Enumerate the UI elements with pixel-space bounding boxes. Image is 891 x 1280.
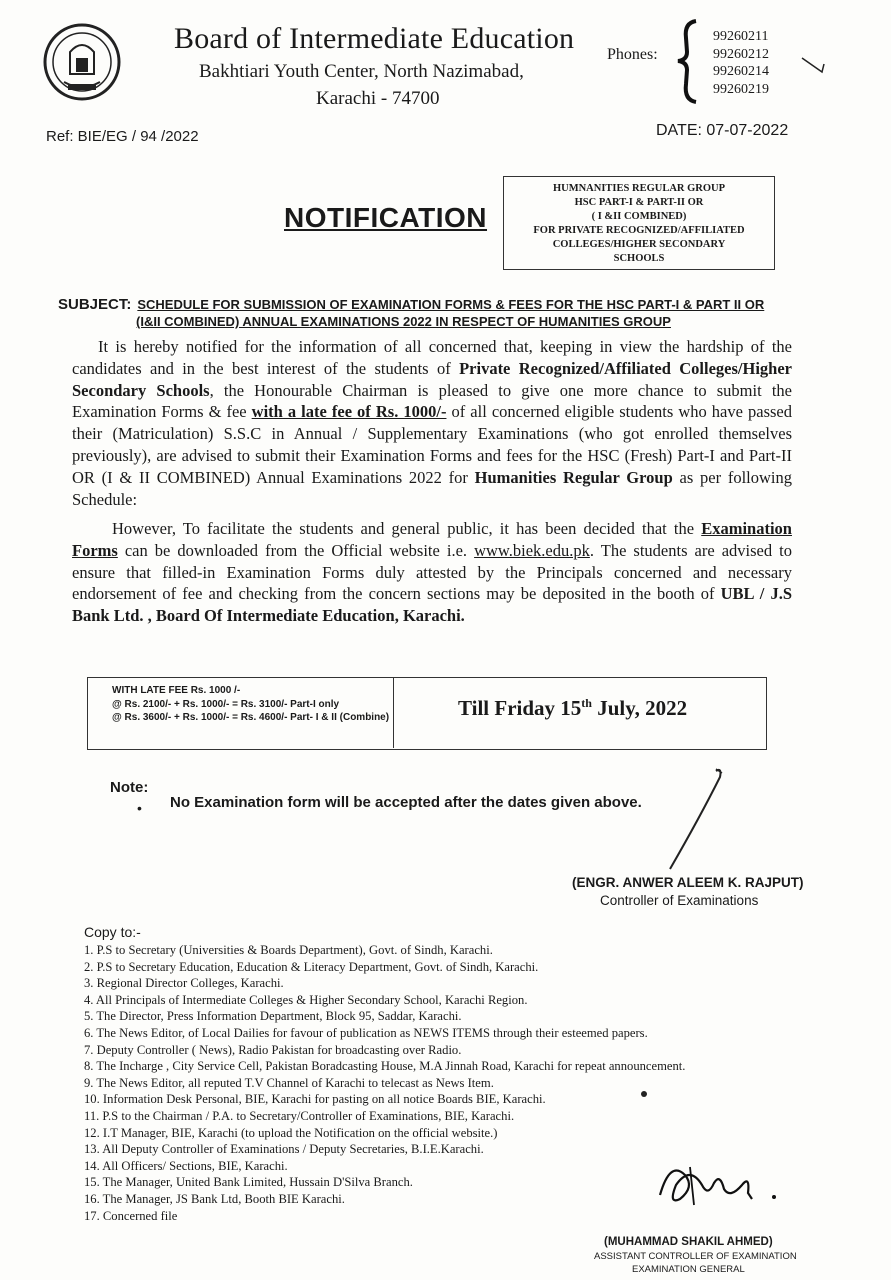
list-item: 11. P.S to the Chairman / P.A. to Secretary/Controller of Examinations, BIE, Karachi. bbox=[84, 1108, 515, 1123]
subject-line-1: SCHEDULE FOR SUBMISSION OF EXAMINATION FORMS & FEES FOR THE HSC PART-I & PART II OR bbox=[137, 297, 765, 312]
note-text: No Examination form will be accepted after the dates given above. bbox=[170, 794, 642, 811]
list-item: 12. I.T Manager, BIE, Karachi (to upload the Notification on the official website.) bbox=[84, 1125, 498, 1140]
address-line-1: Bakhtiari Youth Center, North Nazimabad, bbox=[199, 61, 524, 82]
website-link[interactable]: www.biek.edu.pk bbox=[474, 540, 590, 560]
phone-numbers bbox=[713, 28, 769, 98]
group-box-line: COLLEGES/HIGHER SECONDARY bbox=[552, 239, 726, 250]
phone-number: 99260219 bbox=[713, 81, 769, 97]
assistant-controller-title: ASSISTANT CONTROLLER OF EXAMINATION bbox=[594, 1251, 797, 1262]
assistant-controller-name: (MUHAMMAD SHAKIL AHMED) bbox=[604, 1236, 773, 1248]
fee-details bbox=[88, 678, 394, 748]
para1-text: It is hereby notified for the information of all concerned that, keeping in view the hardship of the candidates and in the best interest of the students of bbox=[72, 337, 792, 378]
group-name-text: Humanities Regular Group bbox=[474, 467, 673, 487]
list-item: 3. Regional Director Colleges, Karachi. bbox=[84, 976, 284, 991]
subject-label: SUBJECT: bbox=[58, 296, 132, 313]
group-box bbox=[503, 176, 775, 270]
assistant-controller-department: EXAMINATION GENERAL bbox=[632, 1264, 745, 1275]
group-box-line: HSC PART-I & PART-II OR bbox=[574, 197, 704, 208]
list-item: 1. P.S to Secretary (Universities & Boards Department), Govt. of Sindh, Karachi. bbox=[84, 943, 493, 957]
subject-block bbox=[58, 296, 798, 330]
group-box-line: FOR PRIVATE RECOGNIZED/AFFILIATED bbox=[533, 225, 745, 236]
deadline-day: Till Friday 15 bbox=[458, 696, 582, 720]
notice-date: DATE: 07-07-2022 bbox=[656, 122, 789, 139]
deadline-month-year: July, 2022 bbox=[591, 696, 688, 720]
list-item: 8. The Incharge , City Service Cell, Pakistan Boradcasting House, M.A Jinnah Road, Karachi for repeat announcement. bbox=[84, 1059, 686, 1074]
list-item: 5. The Director, Press Information Department, Block 95, Saddar, Karachi. bbox=[84, 1009, 462, 1024]
body-paragraph-2 bbox=[72, 518, 792, 627]
signature-assistant-controller bbox=[650, 1155, 790, 1215]
curly-brace-icon bbox=[670, 18, 704, 104]
controller-name: (ENGR. ANWER ALEEM K. RAJPUT) bbox=[572, 875, 804, 890]
group-box-line: HUMNANITIES REGULAR GROUP bbox=[552, 183, 726, 194]
address-line-2: Karachi - 74700 bbox=[316, 88, 440, 109]
deadline-suffix: th bbox=[581, 696, 592, 710]
phone-number: 99260214 bbox=[713, 64, 769, 79]
signature-controller bbox=[660, 765, 730, 875]
copy-to-list bbox=[84, 942, 685, 1224]
list-item: 17. Concerned file bbox=[84, 1208, 178, 1223]
list-item: 4. All Principals of Intermediate Colleges & Higher Secondary School, Karachi Region. bbox=[84, 992, 528, 1007]
para1-bold: Private Recognized/Affiliated Colleges/Higher Secondary Schools bbox=[72, 358, 792, 400]
group-box-line: SCHOOLS bbox=[613, 253, 665, 264]
copy-to-label: Copy to:- bbox=[84, 924, 141, 940]
body-paragraph-1 bbox=[72, 336, 792, 510]
bullet-icon: • bbox=[137, 800, 142, 816]
group-box-line: ( I &II COMBINED) bbox=[591, 211, 687, 222]
phones-label: Phones: bbox=[607, 46, 658, 63]
phone-number: 99260212 bbox=[713, 46, 769, 62]
late-fee-text: with a late fee of Rs. 1000/- bbox=[251, 402, 447, 422]
list-item: 7. Deputy Controller ( News), Radio Pakistan for broadcasting over Radio. bbox=[84, 1042, 462, 1057]
note-label: Note: bbox=[110, 779, 149, 796]
ink-dot bbox=[641, 1091, 647, 1097]
fee-heading: WITH LATE FEE Rs. 1000 /- bbox=[112, 685, 241, 696]
fee-row-combined: @ Rs. 3600/- + Rs. 1000/- = Rs. 4600/- Part- I & II (Combine) bbox=[112, 712, 390, 723]
list-item: 15. The Manager, United Bank Limited, Hussain D'Silva Branch. bbox=[84, 1175, 413, 1190]
list-item: 14. All Officers/ Sections, BIE, Karachi. bbox=[84, 1158, 288, 1173]
fee-schedule-box bbox=[87, 677, 767, 750]
notification-title: NOTIFICATION bbox=[284, 202, 488, 233]
fee-row-part1: @ Rs. 2100/- + Rs. 1000/- = Rs. 3100/- Part-I only bbox=[112, 698, 340, 710]
list-item: 2. P.S to Secretary Education, Education & Literacy Department, Govt. of Sindh, Karachi. bbox=[84, 959, 539, 974]
list-item: 6. The News Editor, of Local Dailies for favour of publication as NEWS ITEMS through their esteemed papers. bbox=[84, 1025, 648, 1040]
board-logo-seal bbox=[42, 22, 122, 104]
para2-text: However, To facilitate the students and general public, it has been decided that the bbox=[112, 519, 702, 538]
para2-text: . The students are advised to ensure that filled-in Examination Forms duly attested by the Principals concerned and necessary endorsement of fee and checking from the concern sections may be deposited in the booth of bbox=[72, 540, 792, 604]
controller-title: Controller of Examinations bbox=[600, 893, 759, 908]
para1-text: as per following Schedule: bbox=[72, 467, 793, 509]
list-item: 9. The News Editor, all reputed T.V Channel of Karachi to telecast as News Item. bbox=[84, 1075, 494, 1090]
board-name: Board of Intermediate Education bbox=[174, 22, 575, 55]
list-item: 10. Information Desk Personal, BIE, Karachi for pasting on all notice Boards BIE, Karachi. bbox=[84, 1092, 546, 1107]
list-item: 13. All Deputy Controller of Examinations / Deputy Secretaries, B.I.E.Karachi. bbox=[84, 1142, 484, 1157]
deadline-text bbox=[458, 696, 687, 721]
subject-line-2: (I&II COMBINED) ANNUAL EXAMINATIONS 2022 IN RESPECT OF HUMANITIES GROUP bbox=[136, 314, 671, 329]
para1-text: of all concerned eligible students who have passed their (Matriculation) S.S.C in Annual / Supplementary Examinations (who got enrolled themselves previously), are advised to submit their Examination Forms and fees for the HSC (Fresh) Part-I and Part-II OR (I & II COMBINED) Annual Examinations 2022 for bbox=[72, 402, 792, 487]
reference-number: Ref: BIE/EG / 94 /2022 bbox=[46, 128, 199, 145]
phone-number: 99260211 bbox=[713, 29, 769, 44]
list-item: 16. The Manager, JS Bank Ltd, Booth BIE Karachi. bbox=[84, 1191, 345, 1206]
para2-text: can be downloaded from the Official website i.e. bbox=[117, 540, 475, 560]
examination-forms-text: Examination Forms bbox=[72, 519, 792, 560]
para1-text: , the Honourable Chairman is pleased to give one more chance to submit the Examination Forms & fee bbox=[72, 380, 792, 422]
pen-tick-mark bbox=[800, 50, 830, 80]
booth-location-text: UBL / J.S Bank Ltd. , Board Of Intermediate Education, Karachi. bbox=[72, 584, 792, 626]
